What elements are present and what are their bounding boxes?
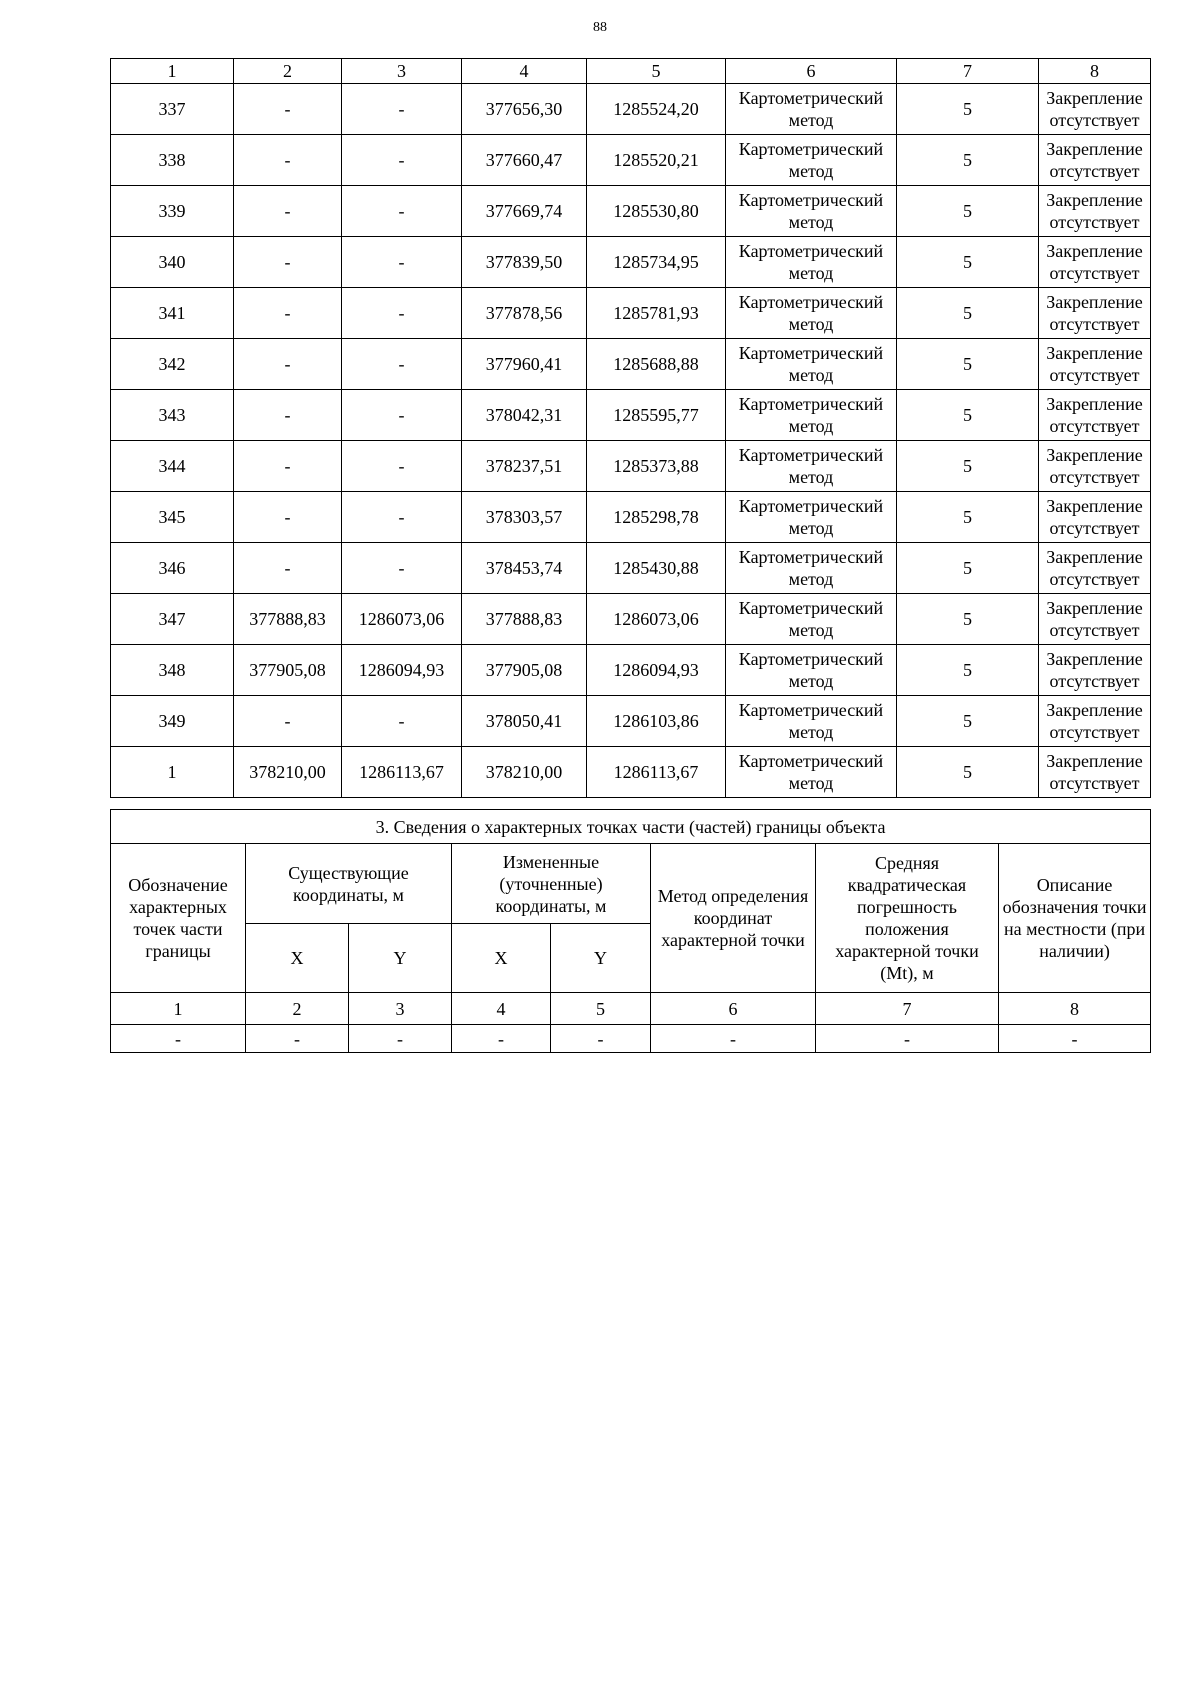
changed-y-cell: 1285530,80 xyxy=(587,186,726,237)
column-number: 8 xyxy=(1039,59,1151,84)
existing-x-cell: - xyxy=(234,288,342,339)
table-row xyxy=(111,237,1151,288)
method-cell: Картометрический метод xyxy=(726,747,897,798)
description-cell: Закрепление отсутствует xyxy=(1039,492,1151,543)
changed-x-cell: 377905,08 xyxy=(462,645,587,696)
changed-x-cell: 377878,56 xyxy=(462,288,587,339)
table-row xyxy=(111,645,1151,696)
changed-y-cell: 1285373,88 xyxy=(587,441,726,492)
existing-y-cell: - xyxy=(342,84,462,135)
point-cell: 347 xyxy=(111,594,234,645)
changed-y-cell: 1285524,20 xyxy=(587,84,726,135)
table-row xyxy=(111,492,1151,543)
description-cell: Закрепление отсутствует xyxy=(1039,543,1151,594)
existing-x-cell: - xyxy=(234,390,342,441)
changed-y-cell: 1285688,88 xyxy=(587,339,726,390)
method-cell: Картометрический метод xyxy=(726,645,897,696)
header-designation: Обозначение характерных точек части границы xyxy=(111,844,246,993)
existing-y-cell: - xyxy=(342,492,462,543)
page-number: 88 xyxy=(593,20,607,35)
changed-x-cell: 378303,57 xyxy=(462,492,587,543)
table-row xyxy=(111,339,1151,390)
error-cell: 5 xyxy=(897,237,1039,288)
column-number: 4 xyxy=(452,993,551,1025)
existing-y-cell: - xyxy=(342,543,462,594)
changed-y-cell: 1285520,21 xyxy=(587,135,726,186)
table-row xyxy=(111,288,1151,339)
table-row xyxy=(111,135,1151,186)
table-row xyxy=(111,441,1151,492)
error-cell: 5 xyxy=(897,339,1039,390)
existing-y-cell: - xyxy=(342,696,462,747)
existing-x-cell: 377905,08 xyxy=(234,645,342,696)
changed-y-cell: 1286073,06 xyxy=(587,594,726,645)
header-changed-coordinates: Измененные (уточненные) координаты, м xyxy=(452,844,651,924)
header-existing-coordinates: Существующие координаты, м xyxy=(246,844,452,924)
existing-y-cell: 1286113,67 xyxy=(342,747,462,798)
existing-x-cell: - xyxy=(234,186,342,237)
column-number: 5 xyxy=(551,993,651,1025)
column-number: 6 xyxy=(726,59,897,84)
column-number: 2 xyxy=(246,993,349,1025)
point-cell: 345 xyxy=(111,492,234,543)
method-cell: Картометрический метод xyxy=(726,339,897,390)
empty-cell: - xyxy=(999,1025,1151,1053)
changed-x-cell: 378237,51 xyxy=(462,441,587,492)
description-cell: Закрепление отсутствует xyxy=(1039,237,1151,288)
existing-y-cell: - xyxy=(342,186,462,237)
error-cell: 5 xyxy=(897,84,1039,135)
table-row xyxy=(111,594,1151,645)
changed-y-cell: 1286103,86 xyxy=(587,696,726,747)
error-cell: 5 xyxy=(897,594,1039,645)
description-cell: Закрепление отсутствует xyxy=(1039,186,1151,237)
changed-y-cell: 1285595,77 xyxy=(587,390,726,441)
existing-x-cell: - xyxy=(234,84,342,135)
empty-cell: - xyxy=(551,1025,651,1053)
column-number: 3 xyxy=(342,59,462,84)
changed-y-cell: 1285430,88 xyxy=(587,543,726,594)
existing-y-cell: - xyxy=(342,441,462,492)
part-boundary-table xyxy=(110,809,1151,1053)
changed-y-cell: 1286113,67 xyxy=(587,747,726,798)
column-number: 1 xyxy=(111,59,234,84)
description-cell: Закрепление отсутствует xyxy=(1039,339,1151,390)
existing-y-cell: 1286094,93 xyxy=(342,645,462,696)
point-cell: 341 xyxy=(111,288,234,339)
point-cell: 337 xyxy=(111,84,234,135)
description-cell: Закрепление отсутствует xyxy=(1039,441,1151,492)
description-cell: Закрепление отсутствует xyxy=(1039,288,1151,339)
empty-cell: - xyxy=(246,1025,349,1053)
header-existing-x: X xyxy=(246,924,349,993)
point-cell: 342 xyxy=(111,339,234,390)
method-cell: Картометрический метод xyxy=(726,237,897,288)
error-cell: 5 xyxy=(897,186,1039,237)
column-number: 4 xyxy=(462,59,587,84)
table-row xyxy=(111,1025,1151,1053)
error-cell: 5 xyxy=(897,492,1039,543)
existing-x-cell: - xyxy=(234,237,342,288)
error-cell: 5 xyxy=(897,696,1039,747)
header-changed-x: X xyxy=(452,924,551,993)
method-cell: Картометрический метод xyxy=(726,696,897,747)
method-cell: Картометрический метод xyxy=(726,390,897,441)
changed-x-cell: 377960,41 xyxy=(462,339,587,390)
description-cell: Закрепление отсутствует xyxy=(1039,135,1151,186)
header-description: Описание обозначения точки на местности (при наличии) xyxy=(999,844,1151,993)
changed-x-cell: 377656,30 xyxy=(462,84,587,135)
changed-x-cell: 377888,83 xyxy=(462,594,587,645)
column-number: 6 xyxy=(651,993,816,1025)
existing-y-cell: 1286073,06 xyxy=(342,594,462,645)
point-cell: 348 xyxy=(111,645,234,696)
changed-y-cell: 1285781,93 xyxy=(587,288,726,339)
changed-x-cell: 378453,74 xyxy=(462,543,587,594)
method-cell: Картометрический метод xyxy=(726,135,897,186)
column-number: 3 xyxy=(349,993,452,1025)
existing-y-cell: - xyxy=(342,288,462,339)
method-cell: Картометрический метод xyxy=(726,84,897,135)
error-cell: 5 xyxy=(897,543,1039,594)
method-cell: Картометрический метод xyxy=(726,441,897,492)
changed-x-cell: 377839,50 xyxy=(462,237,587,288)
point-cell: 344 xyxy=(111,441,234,492)
header-error: Средняя квадратическая погрешность положения характерной точки (Mt), м xyxy=(816,844,999,993)
table-row xyxy=(111,543,1151,594)
method-cell: Картометрический метод xyxy=(726,288,897,339)
method-cell: Картометрический метод xyxy=(726,186,897,237)
section-title: 3. Сведения о характерных точках части (частей) границы объекта xyxy=(111,810,1151,844)
table-row xyxy=(111,84,1151,135)
column-number-row xyxy=(111,993,1151,1025)
error-cell: 5 xyxy=(897,288,1039,339)
changed-x-cell: 377669,74 xyxy=(462,186,587,237)
table-row xyxy=(111,186,1151,237)
description-cell: Закрепление отсутствует xyxy=(1039,747,1151,798)
method-cell: Картометрический метод xyxy=(726,543,897,594)
description-cell: Закрепление отсутствует xyxy=(1039,645,1151,696)
method-cell: Картометрический метод xyxy=(726,594,897,645)
column-number: 2 xyxy=(234,59,342,84)
existing-x-cell: - xyxy=(234,696,342,747)
coordinates-table xyxy=(110,58,1151,798)
header-existing-y: Y xyxy=(349,924,452,993)
header-changed-y: Y xyxy=(551,924,651,993)
existing-x-cell: - xyxy=(234,441,342,492)
column-number: 8 xyxy=(999,993,1151,1025)
header-method: Метод определения координат характерной точки xyxy=(651,844,816,993)
changed-y-cell: 1285298,78 xyxy=(587,492,726,543)
point-cell: 340 xyxy=(111,237,234,288)
column-number: 1 xyxy=(111,993,246,1025)
existing-y-cell: - xyxy=(342,135,462,186)
point-cell: 339 xyxy=(111,186,234,237)
existing-y-cell: - xyxy=(342,237,462,288)
column-number: 5 xyxy=(587,59,726,84)
description-cell: Закрепление отсутствует xyxy=(1039,594,1151,645)
existing-y-cell: - xyxy=(342,339,462,390)
existing-x-cell: - xyxy=(234,492,342,543)
existing-y-cell: - xyxy=(342,390,462,441)
error-cell: 5 xyxy=(897,441,1039,492)
existing-x-cell: - xyxy=(234,543,342,594)
changed-x-cell: 378050,41 xyxy=(462,696,587,747)
changed-x-cell: 378210,00 xyxy=(462,747,587,798)
description-cell: Закрепление отсутствует xyxy=(1039,696,1151,747)
error-cell: 5 xyxy=(897,390,1039,441)
table-row xyxy=(111,390,1151,441)
description-cell: Закрепление отсутствует xyxy=(1039,390,1151,441)
table-row xyxy=(111,696,1151,747)
error-cell: 5 xyxy=(897,645,1039,696)
error-cell: 5 xyxy=(897,135,1039,186)
point-cell: 338 xyxy=(111,135,234,186)
table-row xyxy=(111,747,1151,798)
empty-cell: - xyxy=(816,1025,999,1053)
changed-x-cell: 377660,47 xyxy=(462,135,587,186)
column-number: 7 xyxy=(816,993,999,1025)
point-cell: 1 xyxy=(111,747,234,798)
description-cell: Закрепление отсутствует xyxy=(1039,84,1151,135)
existing-x-cell: - xyxy=(234,135,342,186)
changed-x-cell: 378042,31 xyxy=(462,390,587,441)
error-cell: 5 xyxy=(897,747,1039,798)
existing-x-cell: 378210,00 xyxy=(234,747,342,798)
empty-cell: - xyxy=(349,1025,452,1053)
empty-cell: - xyxy=(111,1025,246,1053)
point-cell: 346 xyxy=(111,543,234,594)
changed-y-cell: 1286094,93 xyxy=(587,645,726,696)
existing-x-cell: 377888,83 xyxy=(234,594,342,645)
point-cell: 349 xyxy=(111,696,234,747)
existing-x-cell: - xyxy=(234,339,342,390)
method-cell: Картометрический метод xyxy=(726,492,897,543)
column-number: 7 xyxy=(897,59,1039,84)
empty-cell: - xyxy=(452,1025,551,1053)
column-number-row xyxy=(111,59,1151,84)
empty-cell: - xyxy=(651,1025,816,1053)
point-cell: 343 xyxy=(111,390,234,441)
changed-y-cell: 1285734,95 xyxy=(587,237,726,288)
